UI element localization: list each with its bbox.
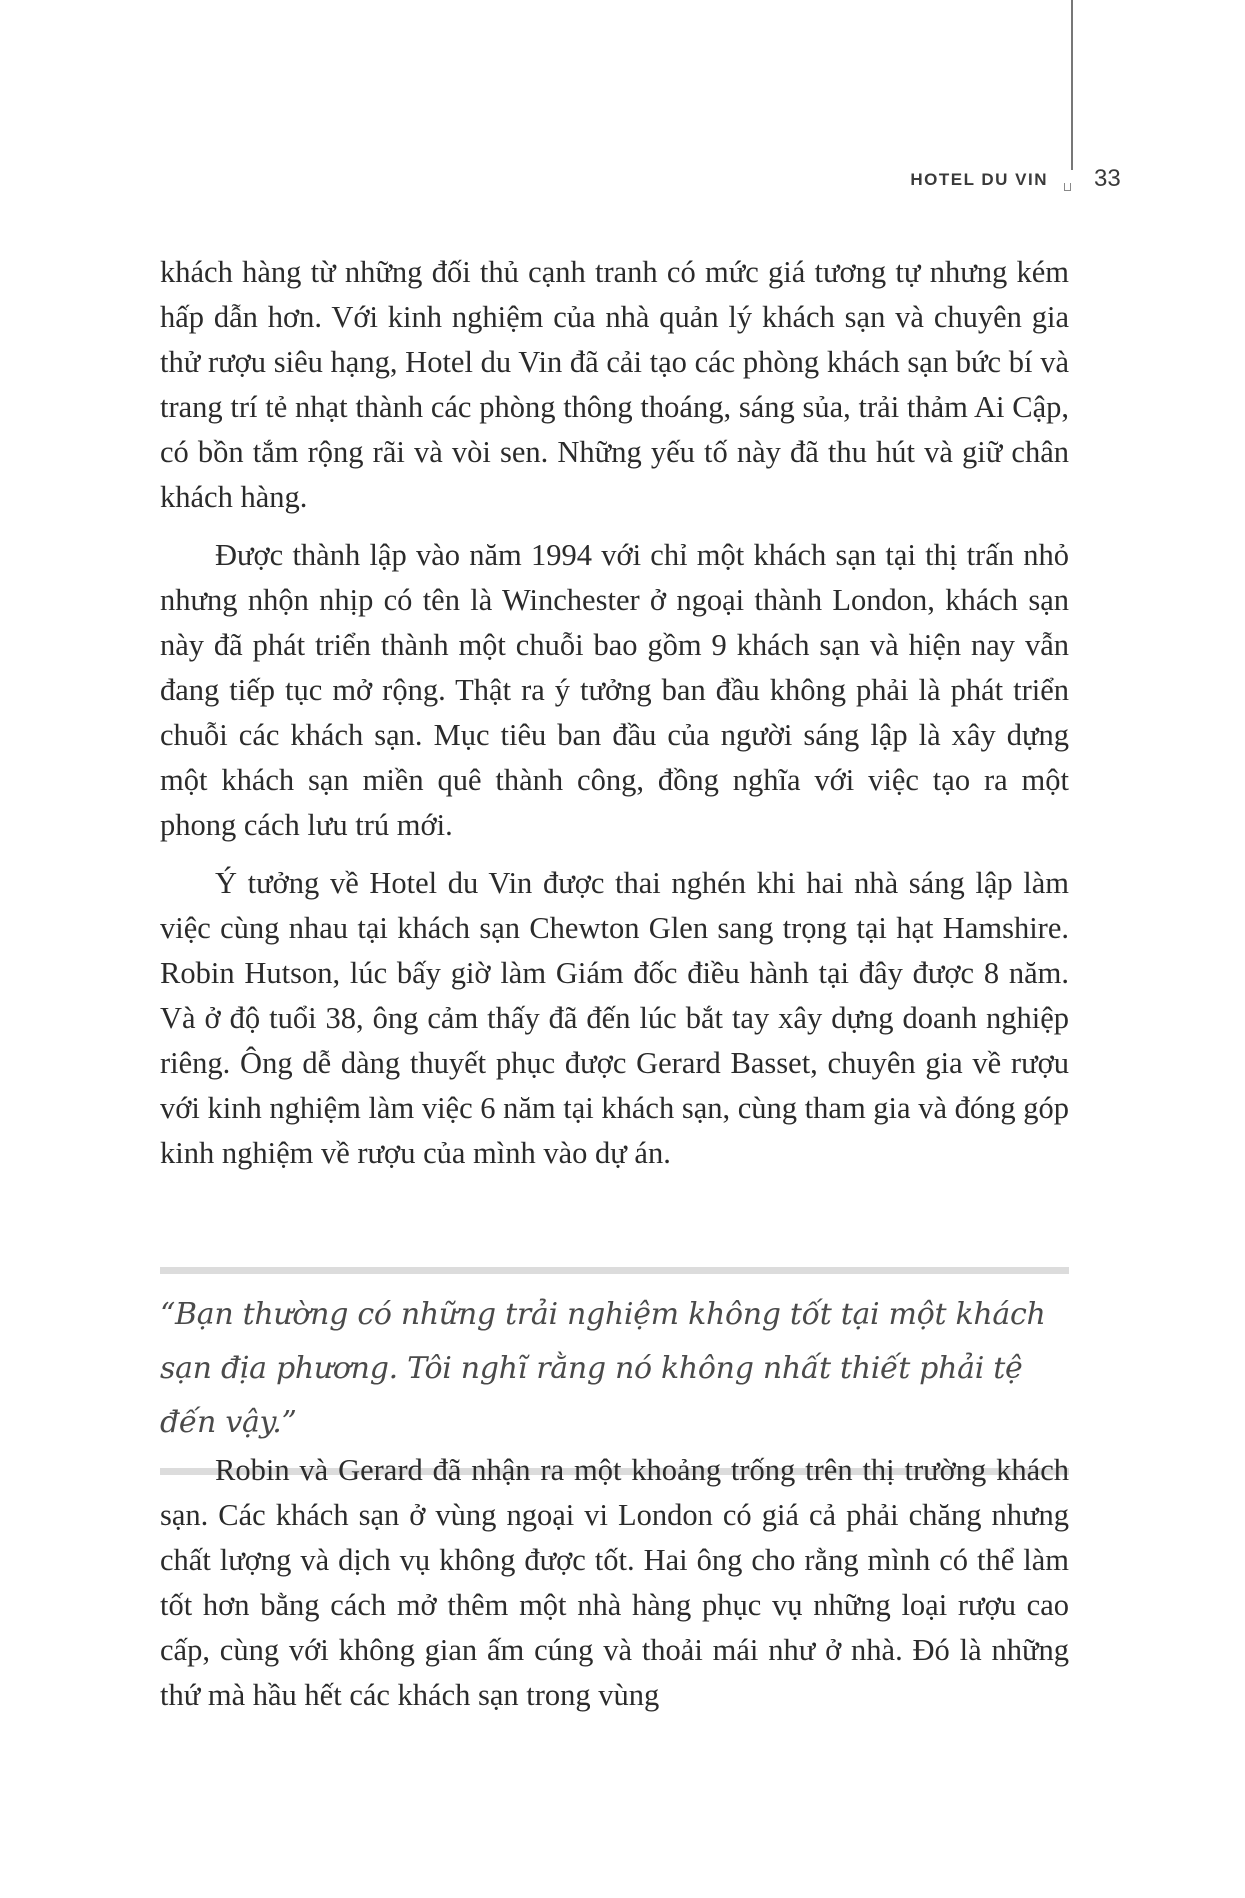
quote-top-rule <box>160 1267 1069 1274</box>
paragraph: Ý tưởng về Hotel du Vin được thai nghén khi hai nhà sáng lập làm việc cùng nhau tại khách sạn Chewton Glen sang trọng tại hạt Hamshire. Robin Hutson, lúc bấy giờ làm Giám đốc điều hành tại đây được 8 năm. Và ở độ tuổi 38, ông cảm thấy đã đến lúc bắt tay xây dựng doanh nghiệp riêng. Ông dễ dàng thuyết phục được Gerard Basset, chuyên gia về rượu với kinh nghiệm làm việc 6 năm tại khách sạn, cùng tham gia và đóng góp kinh nghiệm về rượu của mình vào dự án. <box>160 866 1069 1170</box>
running-title: HOTEL DU VIN <box>910 170 1048 189</box>
page-number: 33 <box>1094 165 1121 192</box>
body-text-top <box>160 250 1069 1189</box>
quote-text: “Bạn thường có những trải nghiệm không tốt tại một khách sạn địa phương. Tôi nghĩ rằng nó không nhất thiết phải tệ đến vậy.” <box>160 1297 1046 1440</box>
paragraph: khách hàng từ những đối thủ cạnh tranh có mức giá tương tự nhưng kém hấp dẫn hơn. Với kinh nghiệm của nhà quản lý khách sạn và chuyên gia thử rượu siêu hạng, Hotel du Vin đã cải tạo các phòng khách sạn bức bí và trang trí tẻ nhạt thành các phòng thông thoáng, sáng sủa, trải thảm Ai Cập, có bồn tắm rộng rãi và vòi sen. Những yếu tố này đã thu hút và giữ chân khách hàng. <box>160 255 1069 514</box>
header-marker-icon <box>1064 183 1071 191</box>
paragraph: Được thành lập vào năm 1994 với chỉ một khách sạn tại thị trấn nhỏ nhưng nhộn nhịp có tên là Winchester ở ngoại thành London, khách sạn này đã phát triển thành một chuỗi bao gồm 9 khách sạn và hiện nay vẫn đang tiếp tục mở rộng. Thật ra ý tưởng ban đầu không phải là phát triển chuỗi các khách sạn. Mục tiêu ban đầu của người sáng lập là xây dựng một khách sạn miền quê thành công, đồng nghĩa với việc tạo ra một phong cách lưu trú mới. <box>160 538 1069 842</box>
body-text-bottom <box>160 1448 1069 1731</box>
paragraph: Robin và Gerard đã nhận ra một khoảng trống trên thị trường khách sạn. Các khách sạn ở vùng ngoại vi London có giá cả phải chăng nhưng chất lượng và dịch vụ không được tốt. Hai ông cho rằng mình có thể làm tốt hơn bằng cách mở thêm một nhà hàng phục vụ những loại rượu cao cấp, cùng với không gian ấm cúng và thoải mái như ở nhà. Đó là những thứ mà hầu hết các khách sạn trong vùng <box>160 1453 1069 1712</box>
header-vertical-rule <box>1071 0 1073 170</box>
pull-quote <box>160 1267 1069 1475</box>
